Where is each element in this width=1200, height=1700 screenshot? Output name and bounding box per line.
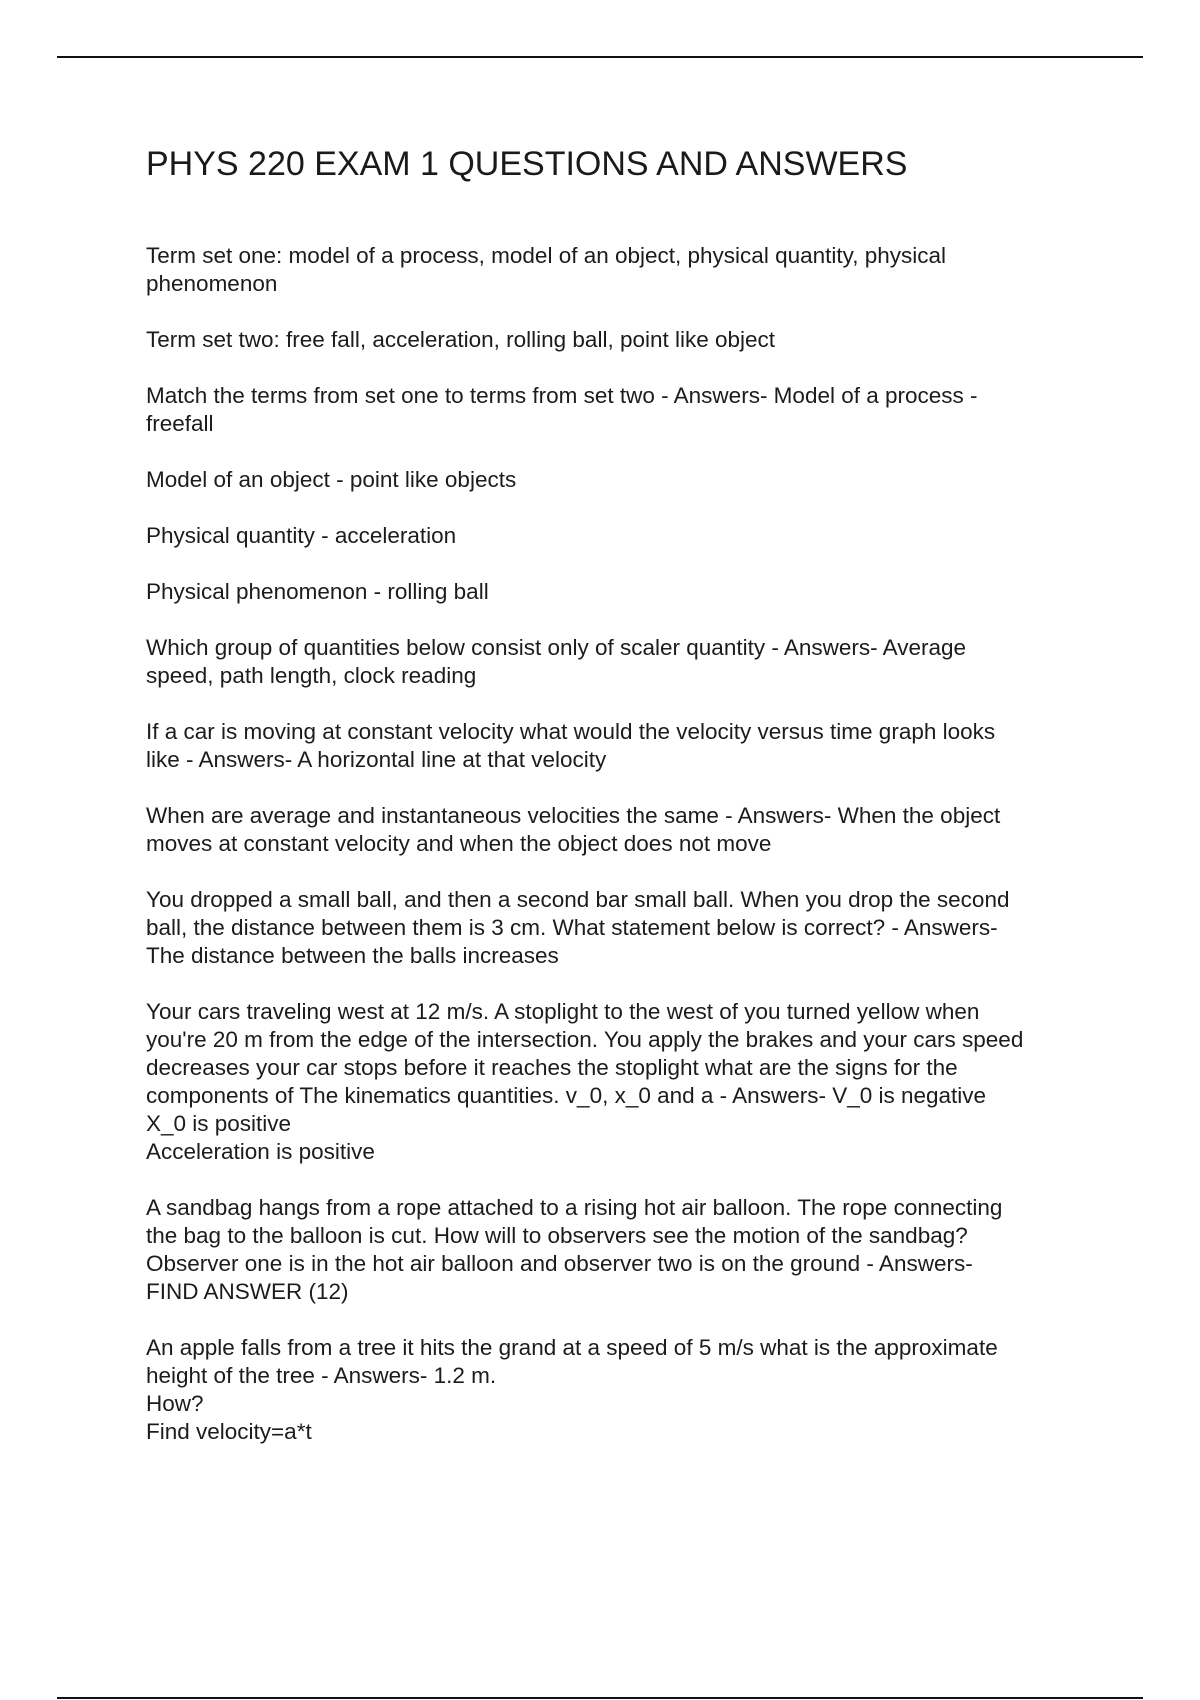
- qa-paragraph: [146, 578, 1106, 606]
- bottom-divider: [57, 1697, 1143, 1699]
- text-line: you're 20 m from the edge of the intersection. You apply the brakes and your cars speed: [146, 1027, 1024, 1052]
- text-line: Physical phenomenon - rolling ball: [146, 579, 489, 604]
- text-line: When are average and instantaneous velocities the same - Answers- When the object: [146, 803, 1001, 828]
- qa-paragraph: [146, 886, 1106, 970]
- text-line: Physical quantity - acceleration: [146, 523, 457, 548]
- text-line: Match the terms from set one to terms from set two - Answers- Model of a process -: [146, 383, 978, 408]
- text-line: moves at constant velocity and when the object does not move: [146, 831, 772, 856]
- text-line: If a car is moving at constant velocity what would the velocity versus time graph looks: [146, 719, 996, 744]
- qa-paragraph: [146, 998, 1106, 1166]
- text-line: X_0 is positive: [146, 1111, 292, 1136]
- text-line: FIND ANSWER (12): [146, 1279, 349, 1304]
- text-line: Term set one: model of a process, model of an object, physical quantity, physical: [146, 243, 946, 268]
- text-line: Which group of quantities below consist only of scaler quantity - Answers- Average: [146, 635, 967, 660]
- qa-paragraph: [146, 522, 1106, 550]
- qa-paragraph: [146, 718, 1106, 774]
- text-line: An apple falls from a tree it hits the grand at a speed of 5 m/s what is the approximate: [146, 1335, 998, 1360]
- text-line: height of the tree - Answers- 1.2 m.: [146, 1363, 497, 1388]
- qa-paragraph: [146, 1334, 1106, 1446]
- qa-paragraph: [146, 466, 1106, 494]
- qa-paragraph: [146, 634, 1106, 690]
- text-line: Model of an object - point like objects: [146, 467, 517, 492]
- text-line: phenomenon: [146, 271, 278, 296]
- text-line: You dropped a small ball, and then a second bar small ball. When you drop the second: [146, 887, 1010, 912]
- text-line: decreases your car stops before it reaches the stoplight what are the signs for the: [146, 1055, 958, 1080]
- qa-paragraph: [146, 242, 1106, 298]
- text-line: Your cars traveling west at 12 m/s. A stoplight to the west of you turned yellow when: [146, 999, 980, 1024]
- text-line: components of The kinematics quantities. v_0, x_0 and a - Answers- V_0 is negative: [146, 1083, 987, 1108]
- qa-paragraph: [146, 326, 1106, 354]
- text-line: freefall: [146, 411, 214, 436]
- qa-paragraph: [146, 382, 1106, 438]
- text-line: the bag to the balloon is cut. How will to observers see the motion of the sandbag?: [146, 1223, 968, 1248]
- qa-paragraph: [146, 1194, 1106, 1306]
- text-line: Acceleration is positive: [146, 1139, 375, 1164]
- qa-paragraph: [146, 802, 1106, 858]
- text-line: ball, the distance between them is 3 cm. What statement below is correct? - Answers-: [146, 915, 998, 940]
- text-line: How?: [146, 1391, 204, 1416]
- text-line: speed, path length, clock reading: [146, 663, 477, 688]
- document-body: [146, 242, 1106, 1474]
- text-line: Find velocity=a*t: [146, 1419, 312, 1444]
- page-title: PHYS 220 EXAM 1 QUESTIONS AND ANSWERS: [146, 145, 908, 183]
- top-divider: [57, 56, 1143, 58]
- text-line: Observer one is in the hot air balloon and observer two is on the ground - Answers-: [146, 1251, 973, 1276]
- text-line: The distance between the balls increases: [146, 943, 559, 968]
- text-line: A sandbag hangs from a rope attached to a rising hot air balloon. The rope connecting: [146, 1195, 1003, 1220]
- text-line: like - Answers- A horizontal line at that velocity: [146, 747, 607, 772]
- text-line: Term set two: free fall, acceleration, rolling ball, point like object: [146, 327, 776, 352]
